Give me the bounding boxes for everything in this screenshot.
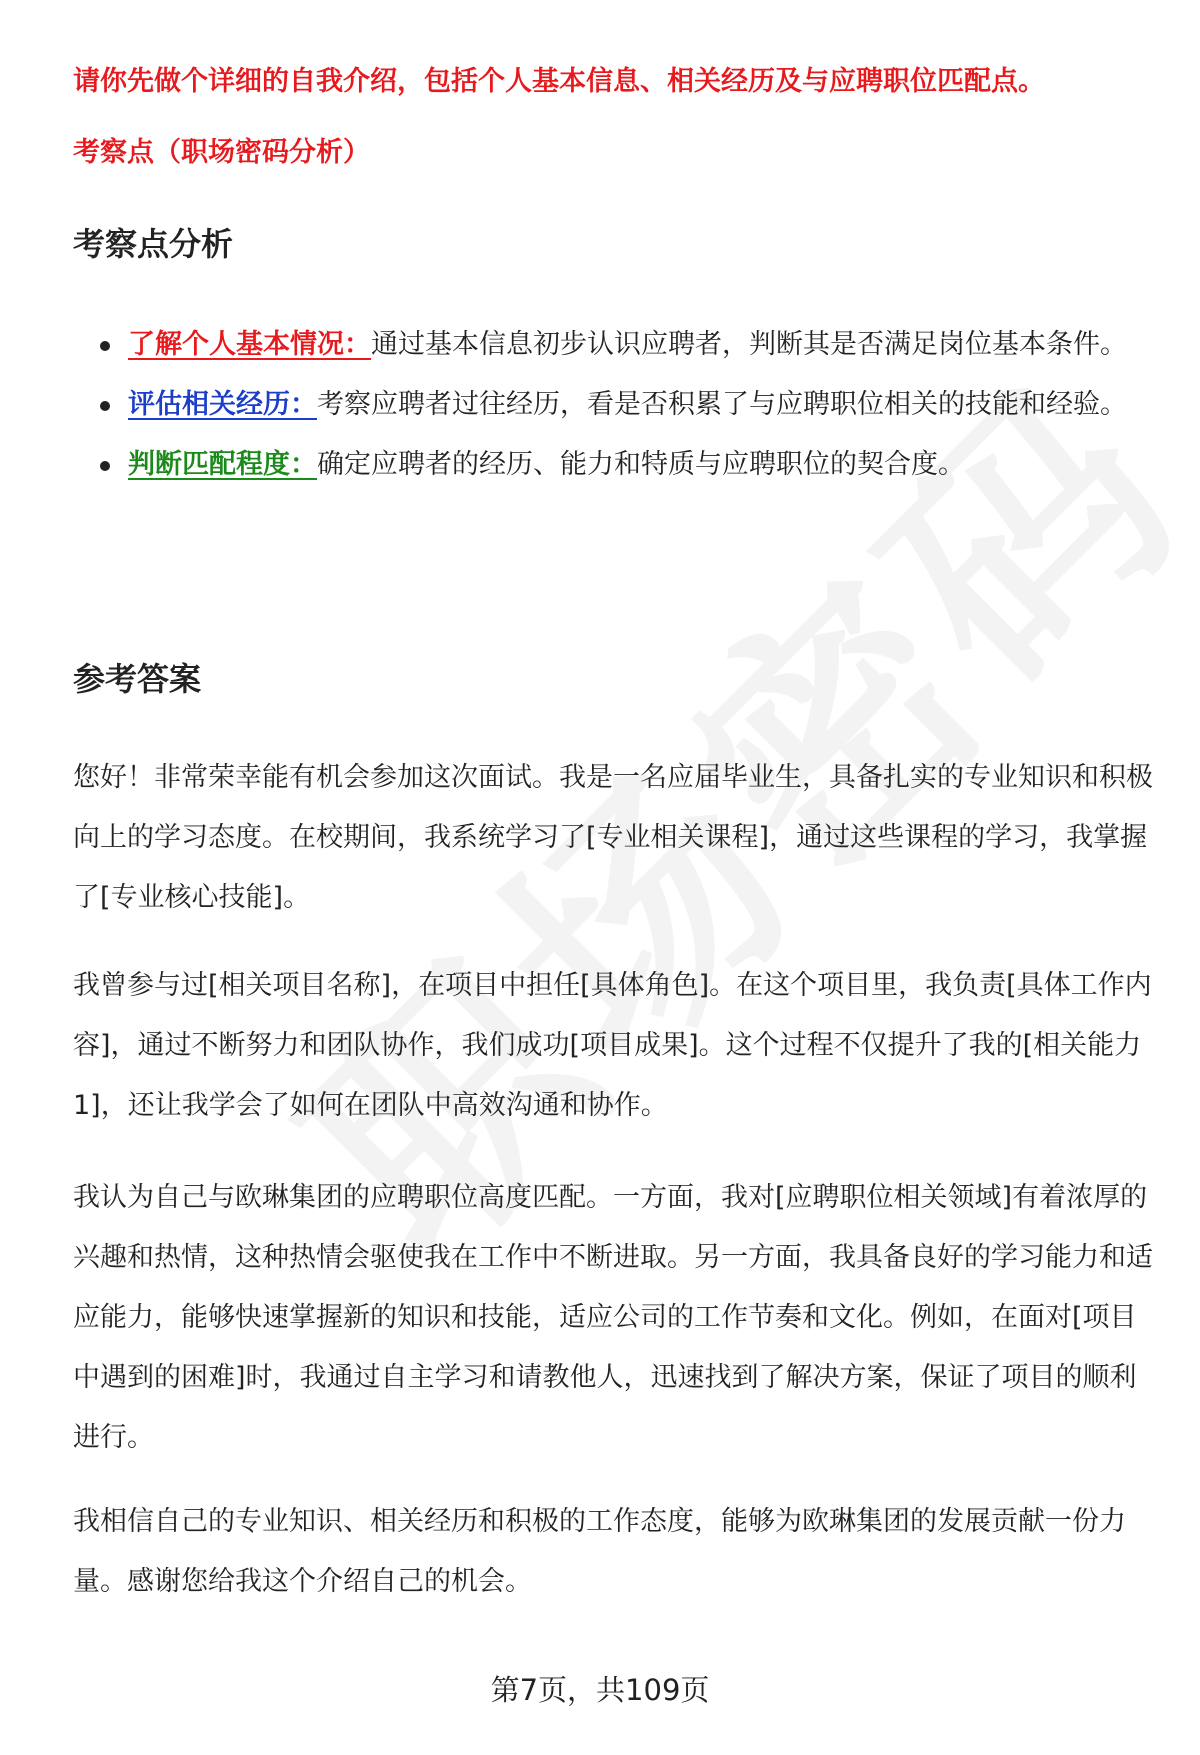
analysis-heading: 考察点分析 [73,225,234,263]
analysis-keyword: 评估相关经历： [128,389,317,420]
page-number: 第7页，共109页 [490,1673,710,1707]
analysis-text: 考察应聘者过往经历，看是否积累了与应聘职位相关的技能和经验。 [317,389,1127,420]
list-item [73,375,1153,435]
answer-heading: 参考答案 [73,660,202,698]
question-subtitle: 考察点（职场密码分析） [73,137,370,168]
list-item [73,315,1153,375]
answer-paragraph: 您好！非常荣幸能有机会参加这次面试。我是一名应届毕业生，具备扎实的专业知识和积极向上的学习态度。在校期间，我系统学习了[专业相关课程]，通过这些课程的学习，我掌握了[专业核心技能]。 [73,762,1153,913]
bullet-dot-icon [100,341,110,351]
analysis-text: 通过基本信息初步认识应聘者，判断其是否满足岗位基本条件。 [371,329,1127,360]
analysis-text: 确定应聘者的经历、能力和特质与应聘职位的契合度。 [317,449,965,480]
analysis-list [73,315,1153,495]
analysis-keyword: 判断匹配程度： [128,449,317,480]
answer-paragraph: 我曾参与过[相关项目名称]，在项目中担任[具体角色]。在这个项目里，我负责[具体工作内容]，通过不断努力和团队协作，我们成功[项目成果]。这个过程不仅提升了我的[相关能力1]，还让我学会了如何在团队中高效沟通和协作。 [73,970,1152,1121]
answer-paragraph: 我相信自己的专业知识、相关经历和积极的工作态度，能够为欧琳集团的发展贡献一份力量。感谢您给我这个介绍自己的机会。 [73,1506,1126,1597]
question-title: 请你先做个详细的自我介绍，包括个人基本信息、相关经历及与应聘职位匹配点。 [73,66,1045,97]
analysis-keyword: 了解个人基本情况： [128,329,371,360]
bullet-dot-icon [100,401,110,411]
list-item [73,435,1153,495]
answer-paragraph: 我认为自己与欧琳集团的应聘职位高度匹配。一方面，我对[应聘职位相关领域]有着浓厚的兴趣和热情，这种热情会驱使我在工作中不断进取。另一方面，我具备良好的学习能力和适应能力，能够快速掌握新的知识和技能，适应公司的工作节奏和文化。例如，在面对[项目中遇到的困难]时，我通过自主学习和请教他人，迅速找到了解决方案，保证了项目的顺利进行。 [73,1182,1153,1453]
bullet-dot-icon [100,461,110,471]
